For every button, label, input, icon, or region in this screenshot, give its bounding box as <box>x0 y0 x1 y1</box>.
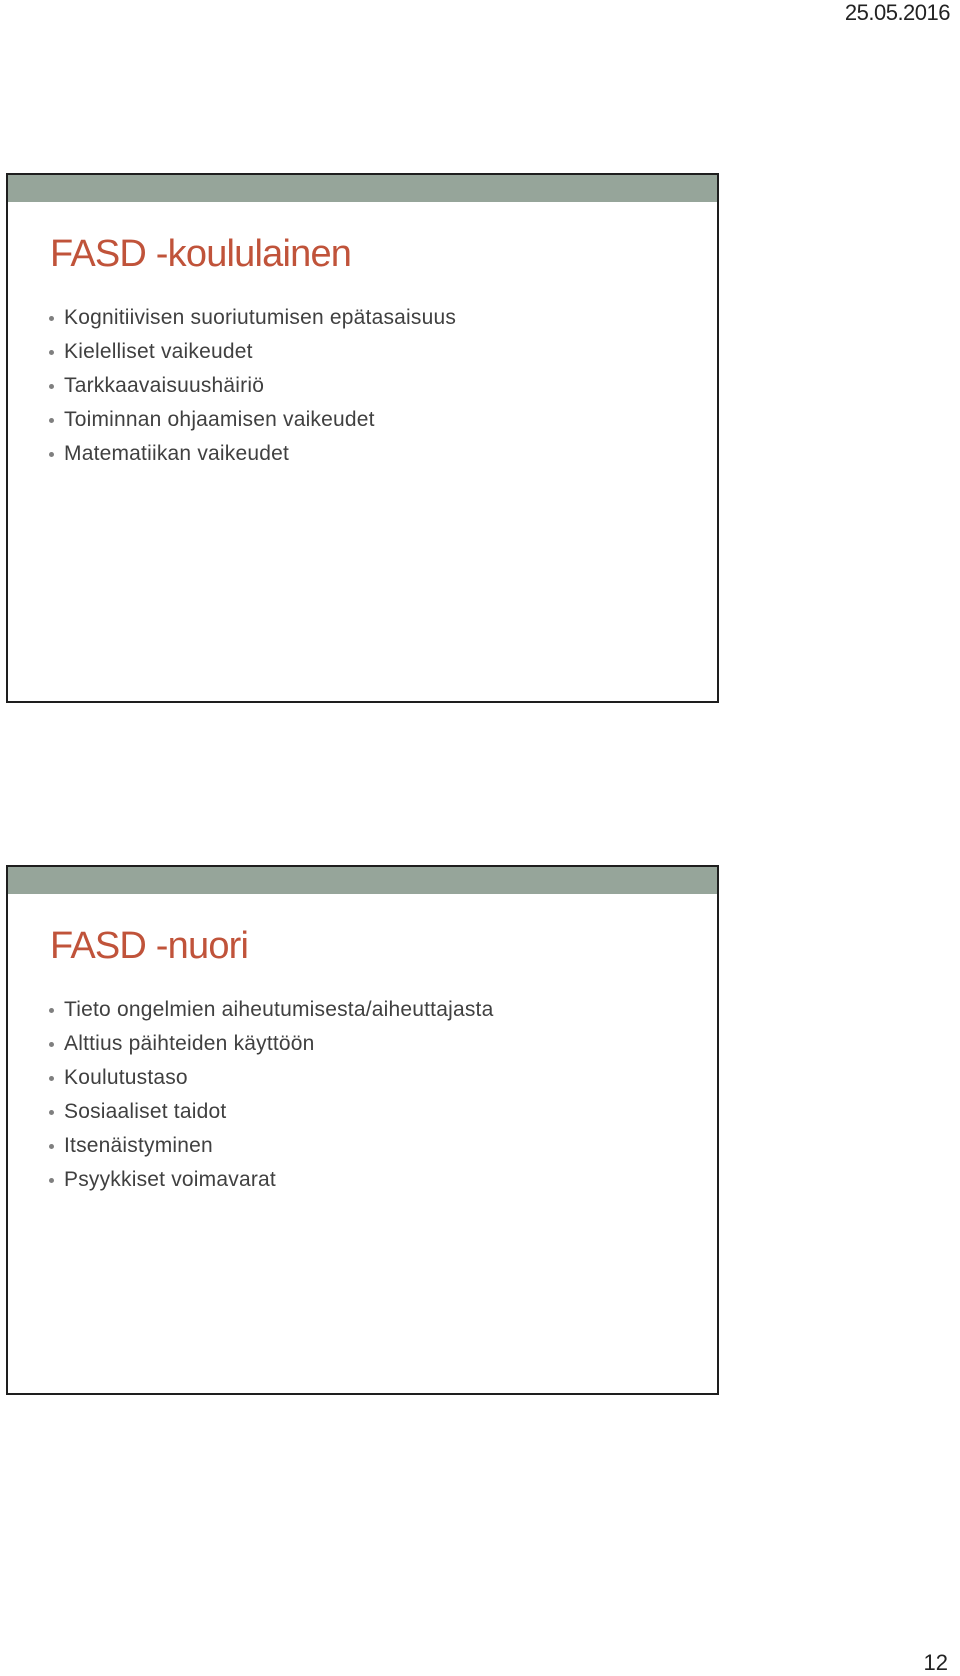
slide-header-band <box>8 867 717 894</box>
bullet-icon <box>49 452 54 457</box>
list-item <box>48 437 456 471</box>
list-item-text: Itsenäistyminen <box>64 1134 213 1157</box>
list-item <box>48 1163 493 1197</box>
bullet-icon <box>49 418 54 423</box>
list-item <box>48 1027 493 1061</box>
bullet-icon <box>49 1042 54 1047</box>
bullet-icon <box>49 1144 54 1149</box>
bullet-list <box>48 993 493 1197</box>
page-date: 25.05.2016 <box>844 0 950 25</box>
bullet-icon <box>49 384 54 389</box>
bullet-icon <box>49 1110 54 1115</box>
list-item <box>48 335 456 369</box>
list-item <box>48 301 456 335</box>
slide-title: FASD -koululainen <box>50 233 352 275</box>
slide-title: FASD -nuori <box>50 925 249 967</box>
list-item-text: Sosiaaliset taidot <box>64 1100 227 1123</box>
list-item <box>48 1095 493 1129</box>
list-item-text: Koulutustaso <box>64 1066 188 1089</box>
list-item-text: Kielelliset vaikeudet <box>64 340 253 363</box>
list-item-text: Tieto ongelmien aiheutumisesta/aiheuttajasta <box>64 998 494 1021</box>
list-item <box>48 1061 493 1095</box>
list-item <box>48 369 456 403</box>
bullet-icon <box>49 1178 54 1183</box>
list-item <box>48 993 493 1027</box>
list-item-text: Kognitiivisen suoriutumisen epätasaisuus <box>64 306 457 329</box>
list-item-text: Alttius päihteiden käyttöön <box>64 1032 315 1055</box>
list-item <box>48 403 456 437</box>
list-item-text: Psyykkiset voimavarat <box>64 1168 276 1191</box>
list-item-text: Toiminnan ohjaamisen vaikeudet <box>64 408 375 431</box>
list-item-text: Matematiikan vaikeudet <box>64 442 290 465</box>
list-item <box>48 1129 493 1163</box>
page-number: 12 <box>923 1650 948 1675</box>
slide-fasd-koululainen <box>6 173 719 703</box>
slide-header-band <box>8 175 717 202</box>
slide-fasd-nuori <box>6 865 719 1395</box>
bullet-icon <box>49 350 54 355</box>
bullet-icon <box>49 1008 54 1013</box>
bullet-icon <box>49 1076 54 1081</box>
bullet-list <box>48 301 456 471</box>
bullet-icon <box>49 316 54 321</box>
list-item-text: Tarkkaavaisuushäiriö <box>64 374 265 397</box>
